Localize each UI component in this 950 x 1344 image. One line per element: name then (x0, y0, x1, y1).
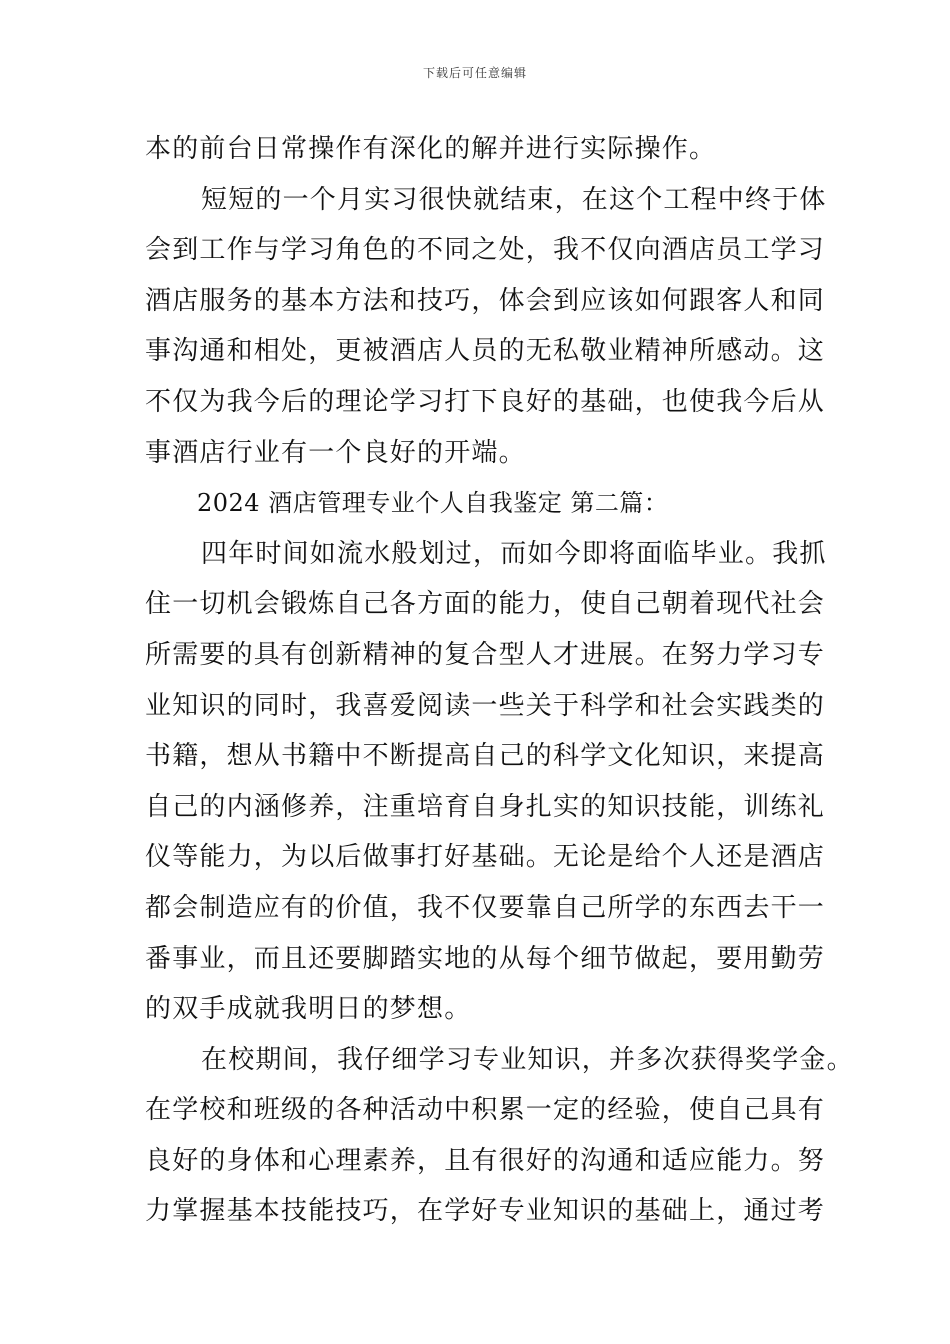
text-line: 事酒店行业有一个良好的开端。 (145, 437, 526, 468)
text-line: 番事业，而且还要脚踏实地的从每个细节做起，要用勤劳 (145, 943, 826, 974)
text-line: 业知识的同时，我喜爱阅读一些关于科学和社会实践类的 (145, 690, 826, 721)
text-line: 的双手成就我明日的梦想。 (145, 994, 472, 1025)
text-line: 事沟通和相处，更被酒店人员的无私敬业精神所感动。这 (145, 336, 826, 367)
text-line: 仪等能力，为以后做事打好基础。无论是给个人还是酒店 (145, 842, 826, 873)
text-line: 短短的一个月实习很快就结束，在这个工程中终于体 (201, 184, 827, 215)
text-line: 良好的身体和心理素养，且有很好的沟通和适应能力。努 (145, 1145, 826, 1176)
text-line: 在校期间，我仔细学习专业知识，并多次获得奖学金。 (201, 1044, 854, 1075)
text-line: 本的前台日常操作有深化的解并进行实际操作。 (145, 134, 717, 164)
page-header: 下载后可任意编辑 (422, 66, 527, 80)
section-heading: 2024 酒店管理专业个人自我鉴定 第二篇： (197, 489, 669, 518)
text-line: 酒店服务的基本方法和技巧，体会到应该如何跟客人和同 (145, 285, 826, 316)
text-line: 四年时间如流水般划过，而如今即将面临毕业。我抓 (201, 538, 827, 569)
text-line: 书籍，想从书籍中不断提高自己的科学文化知识，来提高 (145, 741, 826, 772)
text-line: 都会制造应有的价值，我不仅要靠自己所学的东西去干一 (145, 892, 826, 923)
text-line: 自己的内涵修养，注重培育自身扎实的知识技能，训练礼 (145, 791, 826, 822)
document-body (145, 124, 854, 1237)
text-line: 所需要的具有创新精神的复合型人才进展。在努力学习专 (145, 639, 826, 670)
text-line: 会到工作与学习角色的不同之处，我不仅向酒店员工学习 (145, 235, 826, 266)
text-line: 不仅为我今后的理论学习打下良好的基础，也使我今后从 (145, 386, 826, 417)
text-line: 住一切机会锻炼自己各方面的能力，使自己朝着现代社会 (145, 589, 826, 620)
text-line: 力掌握基本技能技巧，在学好专业知识的基础上，通过考 (145, 1196, 826, 1227)
text-line: 在学校和班级的各种活动中积累一定的经验，使自己具有 (145, 1095, 826, 1126)
